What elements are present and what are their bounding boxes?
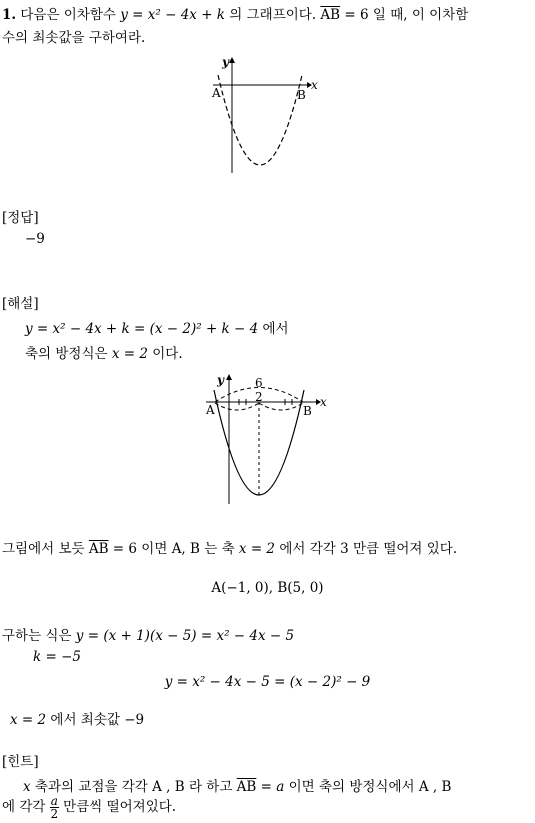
solution-line-1-tail: 에서 [262, 321, 289, 337]
solution-line-5 [2, 624, 294, 644]
solution-line-2 [25, 342, 183, 362]
solution-header: [해설] [2, 296, 39, 312]
solution-line-3-c: 는 축 [204, 541, 235, 557]
problem-line-1 [2, 3, 468, 23]
hint-line-2-a: 에 각각 [2, 799, 46, 815]
y-axis-label: y [217, 373, 224, 387]
solution-line-3-b: 이면 [141, 541, 168, 557]
solution-line-3-d: 에서 각각 3 만큼 떨어져 있다. [279, 541, 458, 557]
hint-fraction-numerator: a [50, 794, 58, 808]
solution-axis-eq: x = 2 [111, 346, 148, 362]
solution-line-3 [2, 537, 457, 557]
answer-value: −9 [25, 231, 45, 247]
hint-var-x: x [23, 779, 31, 795]
y-axis-arrow [229, 57, 235, 63]
solution-line-1 [25, 317, 289, 337]
point-b-label: B [303, 404, 312, 418]
vertex-x-label: 2 [255, 390, 263, 404]
parabola-curve [214, 390, 304, 495]
hint-line-2-b: 만큼씩 떨어져있다. [63, 799, 177, 815]
solution-points-ab: A, B [171, 541, 200, 557]
solution-min-text: 에서 최솟값 −9 [50, 712, 145, 728]
problem-text-c: 일 때, 이 이차함 [372, 7, 469, 23]
parabola-figure-2 [198, 370, 338, 508]
parabola-figure-1 [205, 55, 330, 177]
solution-k-value: k = −5 [33, 649, 81, 665]
solution-points: A(−1, 0), B(5, 0) [211, 580, 324, 596]
solution-line-2-b: 이다. [152, 346, 183, 362]
solution-factored-eq: y = (x + 1)(x − 5) = x² − 4x − 5 [75, 628, 295, 644]
solution-line-5-a: 구하는 식은 [2, 628, 72, 644]
solution-final-eq: y = x² − 4x − 5 = (x − 2)² − 9 [164, 674, 371, 690]
solution-minimum [10, 708, 144, 728]
problem-condition: = 6 [340, 7, 369, 23]
point-a-label: A [212, 86, 221, 100]
hint-line-1-b: 이면 축의 방정식에서 A , B [288, 779, 452, 795]
solution-line-3-a: 그림에서 보듯 [2, 541, 85, 557]
hint-segment-eq: = a [256, 779, 285, 795]
solution-equation-1: y = x² − 4x + k = (x − 2)² + k − 4 [25, 321, 259, 337]
problem-line-2: 수의 최솟값을 구하여라. [2, 30, 146, 46]
distance-arc-right [259, 403, 303, 410]
solution-min-eq: x = 2 [10, 712, 47, 728]
distance-six-label: 6 [255, 376, 263, 390]
solution-axis-eq-2: x = 2 [238, 541, 276, 557]
x-axis-label: x [320, 395, 327, 409]
point-a-label: A [206, 403, 215, 417]
hint-line-1-a: 축과의 교점을 각각 A , B 라 하고 [34, 779, 233, 795]
solution-segment: $\overline{AB}$ [88, 541, 109, 557]
solution-line-2-a: 축의 방정식은 [25, 346, 108, 362]
problem-segment: $\overline{AB}$ [320, 7, 341, 23]
problem-text-a: 다음은 이차함수 [20, 7, 116, 23]
parabola-curve [218, 75, 302, 165]
x-axis-label: x [311, 78, 318, 92]
answer-header: [정답] [2, 210, 39, 226]
distance-arc-left [215, 403, 259, 410]
point-b-label: B [297, 88, 306, 102]
y-axis-arrow [226, 374, 232, 380]
solution-segment-value: = 6 [108, 541, 137, 557]
hint-fraction-denominator: 2 [50, 807, 59, 821]
hint-line-2 [2, 795, 176, 820]
hint-fraction [50, 795, 59, 820]
problem-text-b: 의 그래프이다. [229, 7, 317, 23]
hint-segment: $\overline{AB}$ [236, 779, 257, 795]
problem-number: 1. [2, 7, 17, 23]
hint-line-1 [23, 775, 451, 795]
hint-header: [힌트] [2, 754, 39, 770]
problem-equation: y = x² − 4x + k [120, 7, 225, 23]
y-axis-label: y [222, 55, 229, 69]
